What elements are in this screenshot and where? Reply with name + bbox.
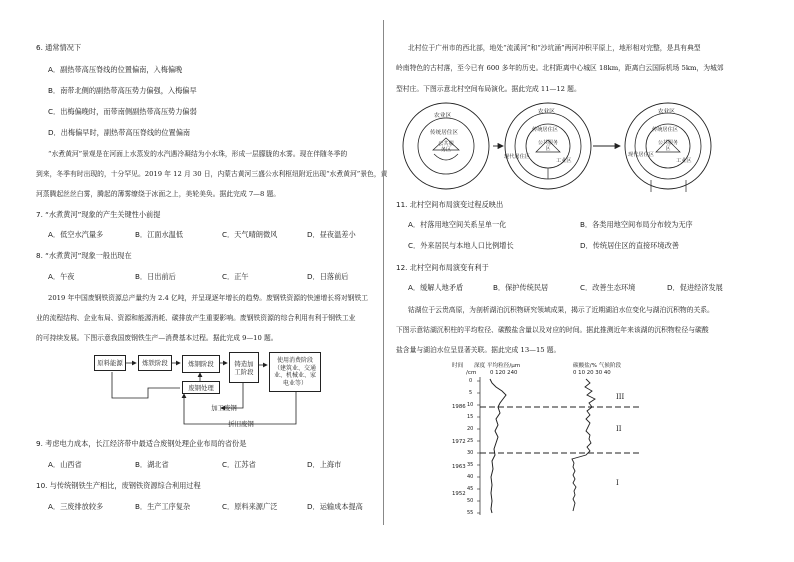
q10-stem: 10. 与传统钢铁生产相比，废钢铁资源综合利用过程 (36, 481, 201, 490)
passage1-line: 河蒸腾起丝丝白雾，腾起的薄雾缭绕于冰面之上，美轮美奂。据此完成 7—8 题。 (36, 190, 281, 198)
q9-stem: 9. 考虑电力成本，长江经济带中最适合废钢处理企业布局的省份是 (36, 439, 247, 448)
column-divider (383, 20, 384, 525)
year-label: 1952 (452, 491, 466, 497)
year-label: 1963 (452, 464, 466, 470)
chart-grain-ticks: 0 120 240 (490, 370, 518, 376)
q9-option-d[interactable]: D．上海市 (307, 460, 342, 469)
flow-label-processing-scrap: 加工废钢 (211, 403, 237, 412)
q11-option-b[interactable]: B．各类用地空间布局分布较为无序 (580, 220, 693, 229)
q6-option-d[interactable]: D．出梅偏早时，副热带高压脊线的位置偏南 (48, 128, 191, 137)
ring3-agriculture-label: 农业区 (658, 109, 675, 115)
passage3-line: 北村位于广州市的西北部，地处“流溪河”和“沙坑涌”两河冲积平原上，地形相对完整，是具有典型 (408, 44, 701, 52)
q7-option-d[interactable]: D．昼夜温差小 (307, 230, 356, 239)
ring1-public-label: 公共服务区 (438, 141, 454, 153)
depth-tick: 40 (467, 474, 474, 480)
depth-tick: 5 (469, 390, 473, 396)
q7-option-b[interactable]: B．江面水温低 (135, 230, 184, 239)
passage1-line: 到来，冬季有时出现的，十分罕见。2019 年 12 月 30 日，内蒙古黄河三盛公水利枢纽附近出现“水煮黄河”景色，黄 (36, 170, 388, 178)
passage4-line: 盐含量与湖泊水位呈显著关联。据此完成 13—15 题。 (396, 346, 561, 354)
q9-option-c[interactable]: C．江苏省 (222, 460, 256, 469)
depth-tick: 55 (467, 510, 474, 516)
ring3-residential-label: 传统居住区 (652, 127, 678, 133)
q12-option-d[interactable]: D．促进经济发展 (667, 283, 723, 292)
ring1-residential-label: 传统居住区 (430, 130, 458, 136)
flow-box-steelmaking: 炼钢阶段 (182, 355, 220, 373)
q8-option-a[interactable]: A．午夜 (48, 272, 75, 281)
q8-option-c[interactable]: C．正午 (222, 272, 249, 281)
q11-option-a[interactable]: A．村落用地空间关系呈单一化 (408, 220, 507, 229)
passage4-line: 下图示意钴湖沉积柱的平均粒径、碳酸盐含量以及对应的时间。据此推测近年来该湖的沉积物粒径与碳酸 (396, 326, 709, 334)
chart-header-time: 时间 (452, 363, 464, 369)
depth-tick: 30 (467, 450, 474, 456)
passage4-line: 钴湖位于云贵高原，为剖析湖泊沉积物研究领域成果，揭示了近期湖泊水位变化与湖泊沉积物的关系。 (408, 306, 714, 314)
chart-carbonate-ticks: 0 10 20 30 40 (573, 370, 611, 376)
flow-box-scrap-processing: 废钢处理 (182, 381, 220, 394)
flow-label-depreciation-scrap: 折旧废钢 (228, 419, 254, 428)
village-layout-diagram (396, 100, 776, 195)
q9-option-b[interactable]: B．湖北省 (135, 460, 169, 469)
q10-option-c[interactable]: C．原料来源广泛 (222, 502, 278, 511)
q8-option-b[interactable]: B．日出前后 (135, 272, 176, 281)
q11-stem: 11. 北村空间布局演变过程反映出 (396, 200, 504, 209)
q12-option-b[interactable]: B．保护传统民居 (493, 283, 549, 292)
year-label: 1986 (452, 404, 466, 410)
ring2-residential-label: 传统居住区 (532, 127, 558, 133)
q7-stem: 7. “水煮黄河”现象的产生关键性小前提 (36, 210, 161, 219)
q11-option-d[interactable]: D．传统居住区的直接环境改善 (580, 241, 679, 250)
passage2-line: 业的流程结构、企业布局、资源和能源消耗、碳排放产生重要影响。废钢铁资源的综合利用有利于钢铁工业 (36, 314, 356, 322)
q6-stem: 6. 通常情况下 (36, 43, 82, 52)
climate-stage-1: I (616, 479, 619, 487)
ring1-agriculture-label: 农业区 (434, 113, 452, 119)
flow-box-ironmaking: 炼铁阶段 (138, 355, 172, 371)
q8-option-d[interactable]: D．日落前后 (307, 272, 349, 281)
q6-option-a[interactable]: A．副热带高压脊线的位置偏南，入梅偏晚 (48, 65, 183, 74)
flow-box-raw-materials: 原料能源 (94, 355, 126, 371)
ring3-industrial-label: 工业区 (676, 158, 692, 164)
depth-tick: 20 (467, 426, 474, 432)
flow-box-casting: 铸造加工阶段 (229, 352, 259, 383)
ring3-modern-residential-label: 现代居住区 (628, 152, 654, 158)
passage2-line: 2019 年中国废钢铁资源总产量约为 2.4 亿吨，并呈现逐年增长的趋势。废钢铁资源的快速增长将对钢铁工 (48, 294, 369, 302)
ring2-public-label: 公共服务区 (538, 140, 559, 152)
depth-tick: 25 (467, 438, 474, 444)
q6-option-b[interactable]: B．南带北侧的副热带高压势力偏强，入梅偏早 (48, 86, 197, 95)
q7-option-c[interactable]: C．天气晴朗微风 (222, 230, 278, 239)
chart-header-carbonate: 碳酸盐/% 气候阶段 (573, 363, 622, 369)
q8-stem: 8. “水煮黄河”现象一般出现在 (36, 251, 132, 260)
depth-tick: 0 (469, 378, 473, 384)
q10-option-a[interactable]: A．三废排放较多 (48, 502, 104, 511)
climate-stage-3: III (616, 393, 625, 401)
ring3-public-label: 公共服务区 (658, 140, 679, 152)
depth-tick: 35 (467, 462, 474, 468)
q12-option-c[interactable]: C．改善生态环境 (580, 283, 636, 292)
depth-tick: 10 (467, 402, 474, 408)
passage1-line: “水煮黄河”景观是在河面上水蒸发的水汽遇冷凝结为小水珠，形成一层朦胧的水雾。现在伴随冬季的 (48, 150, 348, 158)
q12-stem: 12. 北村空间布局演变有利于 (396, 263, 489, 272)
ring2-modern-residential-label: 现代居住区 (504, 154, 530, 160)
passage3-line: 型村庄。下图示意北村空间布局演化。据此完成 11—12 题。 (396, 85, 581, 93)
chart-header-cm: /cm (466, 370, 477, 376)
passage2-line: 的可持续发展。下图示意我国废钢铁生产—消费基本过程。据此完成 9—10 题。 (36, 334, 278, 342)
q9-option-a[interactable]: A．山西省 (48, 460, 82, 469)
depth-tick: 15 (467, 414, 474, 420)
flow-box-consumption: 使用消费阶段（建筑业、交通业、机械业、家电业等） (269, 352, 321, 392)
chart-header-depth-grain: 深度 平均粒径/μm (474, 363, 521, 369)
sediment-core-chart (440, 363, 660, 523)
year-label: 1972 (452, 439, 466, 445)
q10-option-b[interactable]: B．生产工序复杂 (135, 502, 191, 511)
ring2-industrial-label: 工业区 (556, 158, 572, 164)
depth-tick: 50 (467, 498, 474, 504)
climate-stage-2: II (616, 425, 622, 433)
q7-option-a[interactable]: A．低空水汽量多 (48, 230, 104, 239)
ring2-agriculture-label: 农业区 (538, 109, 555, 115)
depth-tick: 45 (467, 486, 474, 492)
passage3-line: 岭南特色的古村落，至今已有 600 多年的历史。北村距离中心城区 18km，距离白云国际机场 5km，为城郊 (396, 64, 724, 72)
q11-option-c[interactable]: C．外来居民与本地人口比例增长 (408, 241, 514, 250)
q12-option-a[interactable]: A．缓解人地矛盾 (408, 283, 464, 292)
q6-option-c[interactable]: C．出梅偏晚时，而带南侧副热带高压势力偏弱 (48, 107, 197, 116)
q10-option-d[interactable]: D．运输成本提高 (307, 502, 363, 511)
